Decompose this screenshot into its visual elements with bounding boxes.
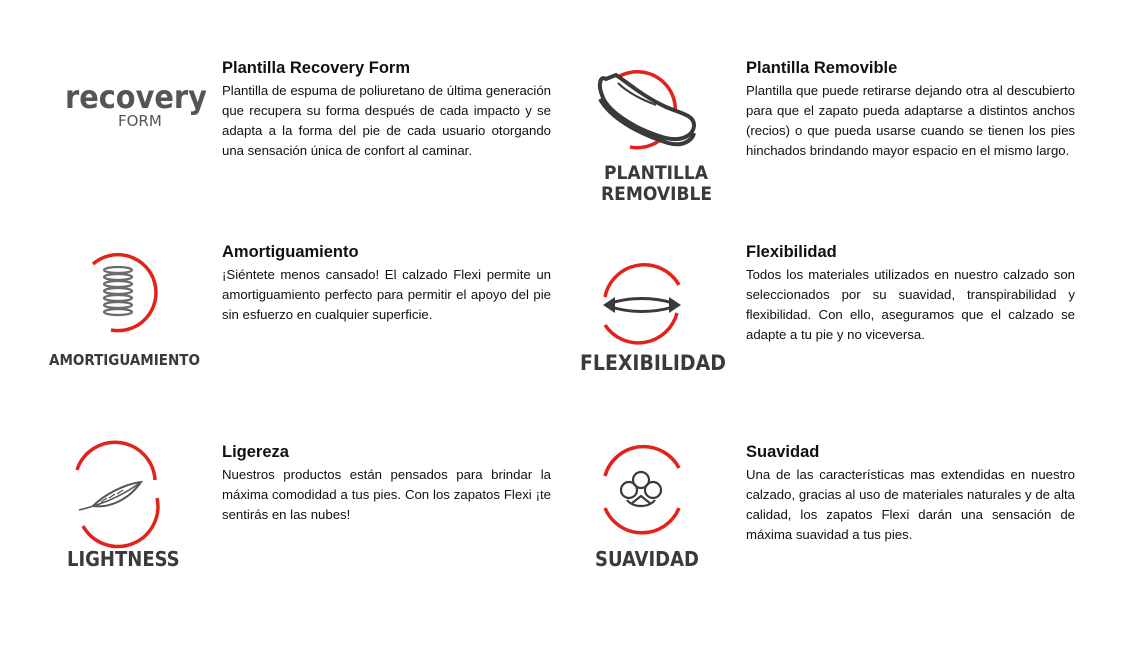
cotton-icon: [575, 450, 765, 620]
icon-label: AMORTIGUAMIENTO: [49, 351, 200, 369]
icon-label: FLEXIBILIDAD: [580, 351, 726, 375]
logo-text-bottom: FORM: [118, 112, 162, 130]
icon-label: LIGHTNESS: [67, 547, 180, 571]
feature-title: Ligereza: [222, 443, 289, 461]
feature-title: Plantilla Removible: [746, 59, 898, 77]
icon-label: SUAVIDAD: [595, 547, 699, 571]
feature-description: Plantilla que puede retirarse dejando otra al descubierto para que el zapato pueda adaptarse a distintos anchos (recios) o que pueda usarse cuando se tienen los pies hinchados brindando mayor espacio en el mismo largo.: [746, 83, 1075, 158]
feature-title: Amortiguamiento: [222, 243, 359, 261]
feature-title: Suavidad: [746, 443, 820, 461]
shoe-insole-icon: [570, 55, 760, 225]
feature-description: Nuestros productos están pensados para brindar la máxima comodidad a tus pies. Con los zapatos Flexi ¡te sentirás en las nubes!: [222, 467, 551, 522]
feature-description: Plantilla de espuma de poliuretano de última generación que recupera su forma después de cada impacto y se adapta a la forma del pie de cada usuario otorgando una sensación única de confort al caminar.: [222, 83, 551, 158]
logo-text-top: recovery: [65, 78, 207, 116]
feature-description: Todos los materiales utilizados en nuestro calzado son seleccionados por su suavidad, transpirabilidad y flexibilidad. Con ello, aseguramos que el calzado se adapte a tu pie y no viceversa.: [746, 267, 1075, 342]
icon-label-line1: PLANTILLA: [604, 162, 708, 184]
icon-label-line2: REMOVIBLE: [601, 183, 713, 205]
double-arrow-icon: [575, 255, 765, 425]
recovery-form-logo-icon: [50, 60, 240, 230]
spring-icon: [45, 250, 235, 420]
feather-icon: [45, 450, 235, 620]
feature-title: Plantilla Recovery Form: [222, 59, 410, 77]
feature-description: Una de las características mas extendidas en nuestro calzado, gracias al uso de materiales naturales y de alta calidad, los zapatos Flexi darán una sensación de máxima suavidad a tus pies.: [746, 467, 1075, 542]
feature-description: ¡Siéntete menos cansado! El calzado Flexi permite un amortiguamiento perfecto para permitir el apoyo del pie sin esfuerzo en cualquier superficie.: [222, 267, 551, 322]
feature-title: Flexibilidad: [746, 243, 837, 261]
